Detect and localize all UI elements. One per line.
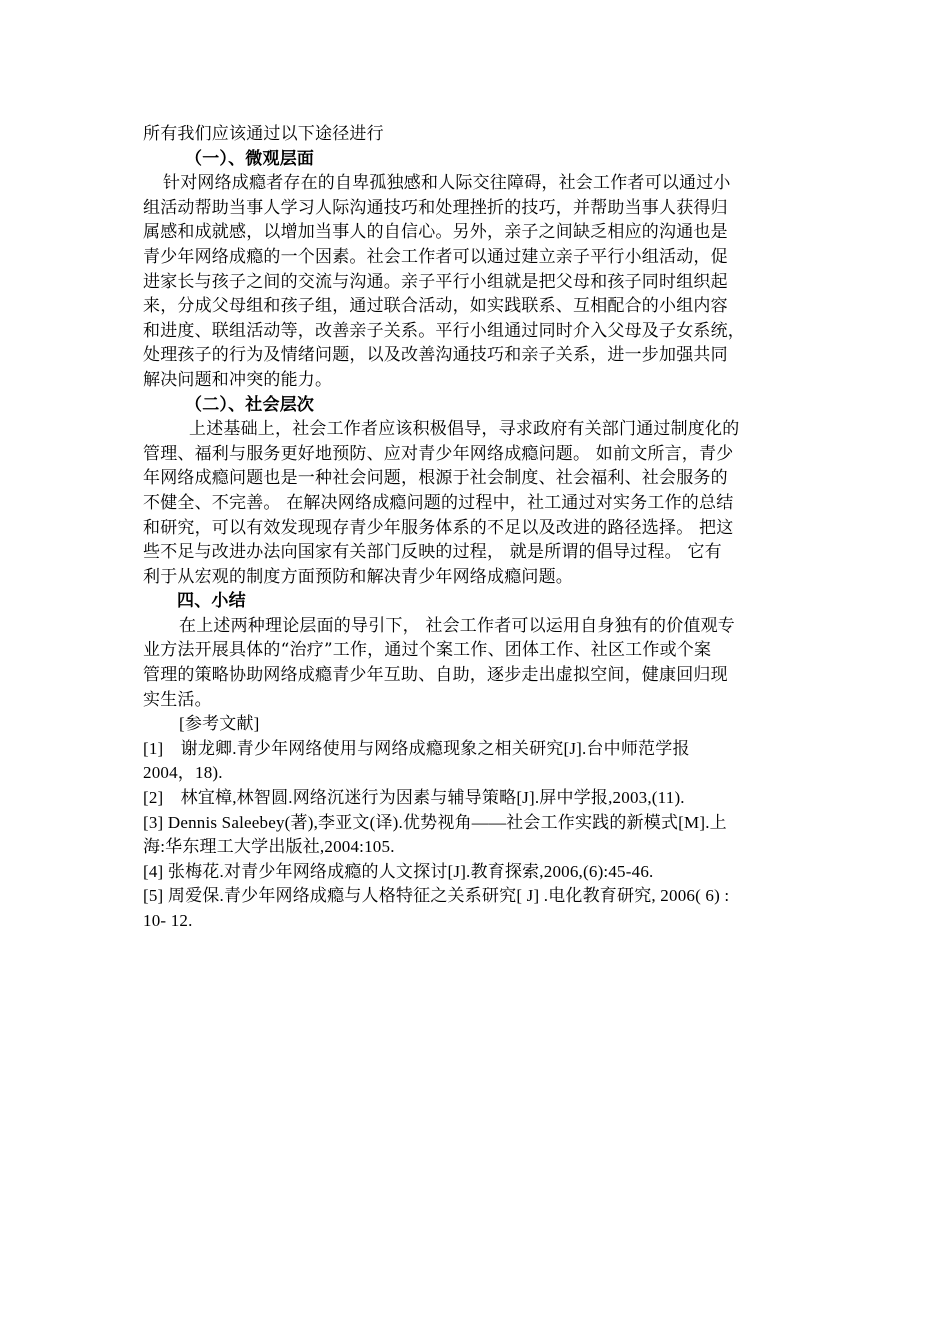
paragraph-line: 针对网络成瘾者存在的自卑孤独感和人际交往障碍，社会工作者可以通过小 <box>163 173 731 194</box>
paragraph-line: 上述基础上，社会工作者应该积极倡导，寻求政府有关部门通过制度化的 <box>189 419 740 440</box>
references-list <box>143 712 811 933</box>
paragraph-line: 在上述两种理论层面的导引下， 社会工作者可以运用自身独有的价值观专 <box>179 615 736 636</box>
reference-line: 10- 12. <box>143 911 193 930</box>
paragraph-line: 不健全、不完善。 在解决网络成瘾问题的过程中，社工通过对实务工作的总结 <box>143 492 734 513</box>
reference-line: 海:华东理工大学出版社,2004:105. <box>143 837 395 857</box>
paragraph-line: 年网络成瘾问题也是一种社会问题，根源于社会制度、社会福利、社会服务的 <box>143 468 728 489</box>
reference-line: [5] 周爱保.青少年网络成瘾与人格特征之关系研究[ J] .电化教育研究, 2006( 6) : <box>143 886 730 906</box>
reference-line: [2] 林宜樟,林智圆.网络沉迷行为因素与辅导策略[J].屏中学报,2003,(11). <box>143 788 685 808</box>
paragraph-line: 管理、福利与服务更好地预防、应对青少年网络成瘾问题。 如前文所言，青少 <box>143 443 734 464</box>
paragraph-line: 和进度、联组活动等，改善亲子关系。平行小组通过同时介入父母及子女系统， <box>143 320 745 341</box>
section-heading-social: （二）、社会层次 <box>185 394 315 415</box>
paragraph-line: 青少年网络成瘾的一个因素。社会工作者可以通过建立亲子平行小组活动，促 <box>143 246 728 267</box>
paragraph-line: 来，分成父母组和孩子组，通过联合活动，如实践联系、互相配合的小组内容 <box>143 296 728 317</box>
paragraph-line: 解决问题和冲突的能力。 <box>143 369 333 390</box>
section-heading-summary: 四、小结 <box>177 591 246 612</box>
paragraph-line: 业方法开展具体的“治疗”工作，通过个案工作、团体工作、社区工作或个案 <box>143 640 712 661</box>
paragraph-line: 管理的策略协助网络成瘾青少年互助、自助，逐步走出虚拟空间，健康回归现 <box>143 665 728 686</box>
section-heading-micro: （一）、微观层面 <box>185 148 315 169</box>
references-heading: [参考文献] <box>179 714 260 734</box>
paragraph-line: 利于从宏观的制度方面预防和解决青少年网络成瘾问题。 <box>143 566 573 587</box>
paragraph-line: 实生活。 <box>143 689 212 710</box>
document-body <box>143 122 811 934</box>
reference-line: 2004，18). <box>143 763 223 783</box>
paragraph-line: 处理孩子的行为及情绪问题，以及改善沟通技巧和亲子关系，进一步加强共同 <box>143 345 728 366</box>
paragraph-line: 属感和成就感，以增加当事人的自信心。另外，亲子之间缺乏相应的沟通也是 <box>143 222 728 243</box>
paragraph-line: 组活动帮助当事人学习人际沟通技巧和处理挫折的技巧，并帮助当事人获得归 <box>143 197 728 218</box>
paragraph-line: 些不足与改进办法向国家有关部门反映的过程， 就是所谓的倡导过程。 它有 <box>143 542 722 563</box>
reference-line: [4] 张梅花.对青少年网络成瘾的人文探讨[J].教育探索,2006,(6):45-46. <box>143 861 654 881</box>
reference-line: [1] 谢龙卿.青少年网络使用与网络成瘾现象之相关研究[J].台中师范学报 <box>143 738 690 758</box>
paragraph-line: 和研究，可以有效发现现存青少年服务体系的不足以及改进的路径选择。 把这 <box>143 517 734 538</box>
reference-line: [3] Dennis Saleebey(著),李亚文(译).优势视角——社会工作实践的新模式[M].上 <box>143 812 727 832</box>
paragraph-line: 进家长与孩子之间的交流与沟通。亲子平行小组就是把父母和孩子同时组织起 <box>143 271 728 292</box>
intro-line: 所有我们应该通过以下途径进行 <box>143 124 384 144</box>
